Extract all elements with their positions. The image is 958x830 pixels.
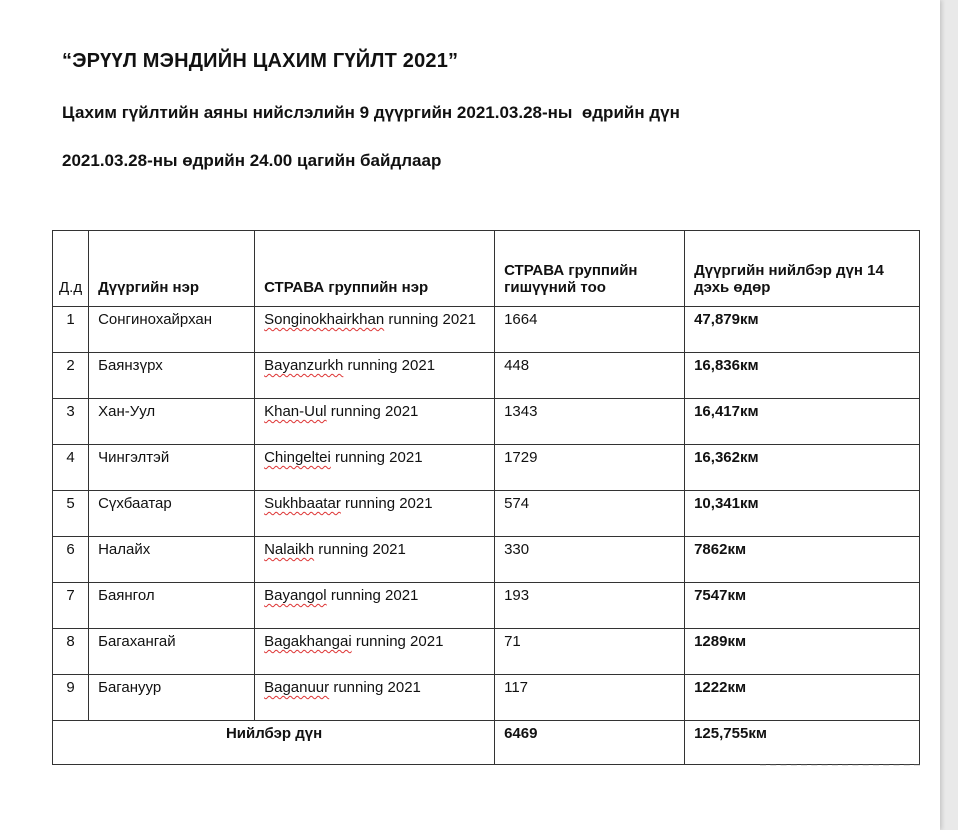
cell-total: 7547км <box>685 583 920 629</box>
cell-members: 1729 <box>495 445 685 491</box>
group-suffix: running 2021 <box>351 633 444 650</box>
group-suffix: running 2021 <box>329 679 421 696</box>
group-name: Chingeltei <box>264 449 331 466</box>
group-suffix: running 2021 <box>314 541 406 558</box>
cell-group <box>255 307 495 353</box>
header-no: Д.д <box>53 231 89 307</box>
header-district: Дүүргийн нэр <box>89 231 255 307</box>
header-members: СТРАВА группийн гишүүний тоо <box>495 231 685 307</box>
cell-group <box>255 583 495 629</box>
cell-total: 10,341км <box>685 491 920 537</box>
cell-district: Чингэлтэй <box>89 445 255 491</box>
group-name: Nalaikh <box>264 541 315 558</box>
table-footer-row <box>53 721 920 765</box>
table-header-row <box>53 231 920 307</box>
cell-district: Баянзүрх <box>89 353 255 399</box>
table-row <box>53 353 920 399</box>
table-row <box>53 445 920 491</box>
cell-members: 71 <box>495 629 685 675</box>
group-suffix: running 2021 <box>343 357 436 374</box>
cell-members: 1664 <box>495 307 685 353</box>
cell-members: 448 <box>495 353 685 399</box>
table-row <box>53 629 920 675</box>
cell-members: 574 <box>495 491 685 537</box>
group-suffix: running 2021 <box>326 403 419 420</box>
cell-district: Баянгол <box>89 583 255 629</box>
cell-district: Сүхбаатар <box>89 491 255 537</box>
group-name: Baganuur <box>264 679 330 696</box>
group-name: Songinokhairkhan <box>264 311 385 328</box>
header-group: СТРАВА группийн нэр <box>255 231 495 307</box>
group-suffix: running 2021 <box>330 449 423 466</box>
group-name: Bagakhangai <box>264 633 352 650</box>
document-subtitle: Цахим гүйлтийн аяны нийслэлийн 9 дүүргийн 2021.03.28-ны өдрийн дүн <box>62 103 680 122</box>
table-row <box>53 583 920 629</box>
document-title: “ЭРҮҮЛ МЭНДИЙН ЦАХИМ ГҮЙЛТ 2021” <box>62 50 459 72</box>
cell-no: 9 <box>53 675 89 721</box>
cell-total: 1222км <box>685 675 920 721</box>
cell-total: 16,836км <box>685 353 920 399</box>
cell-no: 6 <box>53 537 89 583</box>
cell-total: 16,362км <box>685 445 920 491</box>
group-name: Bayangol <box>264 587 327 604</box>
cell-no: 2 <box>53 353 89 399</box>
scan-artifact-line <box>760 764 920 766</box>
cell-group <box>255 491 495 537</box>
cell-group <box>255 399 495 445</box>
cell-group <box>255 353 495 399</box>
table-row <box>53 675 920 721</box>
cell-no: 7 <box>53 583 89 629</box>
cell-no: 3 <box>53 399 89 445</box>
cell-group <box>255 629 495 675</box>
cell-members: 1343 <box>495 399 685 445</box>
cell-members: 193 <box>495 583 685 629</box>
table-row <box>53 491 920 537</box>
group-name: Khan-Uul <box>264 403 327 420</box>
table-row <box>53 307 920 353</box>
group-name: Sukhbaatar <box>264 495 341 512</box>
results-table <box>52 230 920 765</box>
cell-total: 7862км <box>685 537 920 583</box>
cell-group <box>255 445 495 491</box>
cell-group <box>255 675 495 721</box>
table-row <box>53 537 920 583</box>
cell-total: 16,417км <box>685 399 920 445</box>
cell-total: 1289км <box>685 629 920 675</box>
cell-no: 8 <box>53 629 89 675</box>
cell-total: 47,879км <box>685 307 920 353</box>
cell-members: 330 <box>495 537 685 583</box>
total-label: Нийлбэр дүн <box>53 721 495 765</box>
total-members: 6469 <box>495 721 685 765</box>
cell-district: Багахангай <box>89 629 255 675</box>
total-distance: 125,755км <box>685 721 920 765</box>
table-row <box>53 399 920 445</box>
cell-district: Багануур <box>89 675 255 721</box>
cell-no: 4 <box>53 445 89 491</box>
group-name: Bayanzurkh <box>264 357 344 374</box>
header-total: Дүүргийн нийлбэр дүн 14 дэхь өдөр <box>685 231 920 307</box>
group-suffix: running 2021 <box>340 495 433 512</box>
cell-district: Налайх <box>89 537 255 583</box>
cell-district: Сонгинохайрхан <box>89 307 255 353</box>
table-body <box>53 307 920 721</box>
cell-group <box>255 537 495 583</box>
as-of-line: 2021.03.28-ны өдрийн 24.00 цагийн байдлаар <box>62 151 442 170</box>
cell-members: 117 <box>495 675 685 721</box>
cell-no: 5 <box>53 491 89 537</box>
cell-district: Хан-Уул <box>89 399 255 445</box>
cell-no: 1 <box>53 307 89 353</box>
group-suffix: running 2021 <box>326 587 419 604</box>
group-suffix: running 2021 <box>384 311 476 328</box>
